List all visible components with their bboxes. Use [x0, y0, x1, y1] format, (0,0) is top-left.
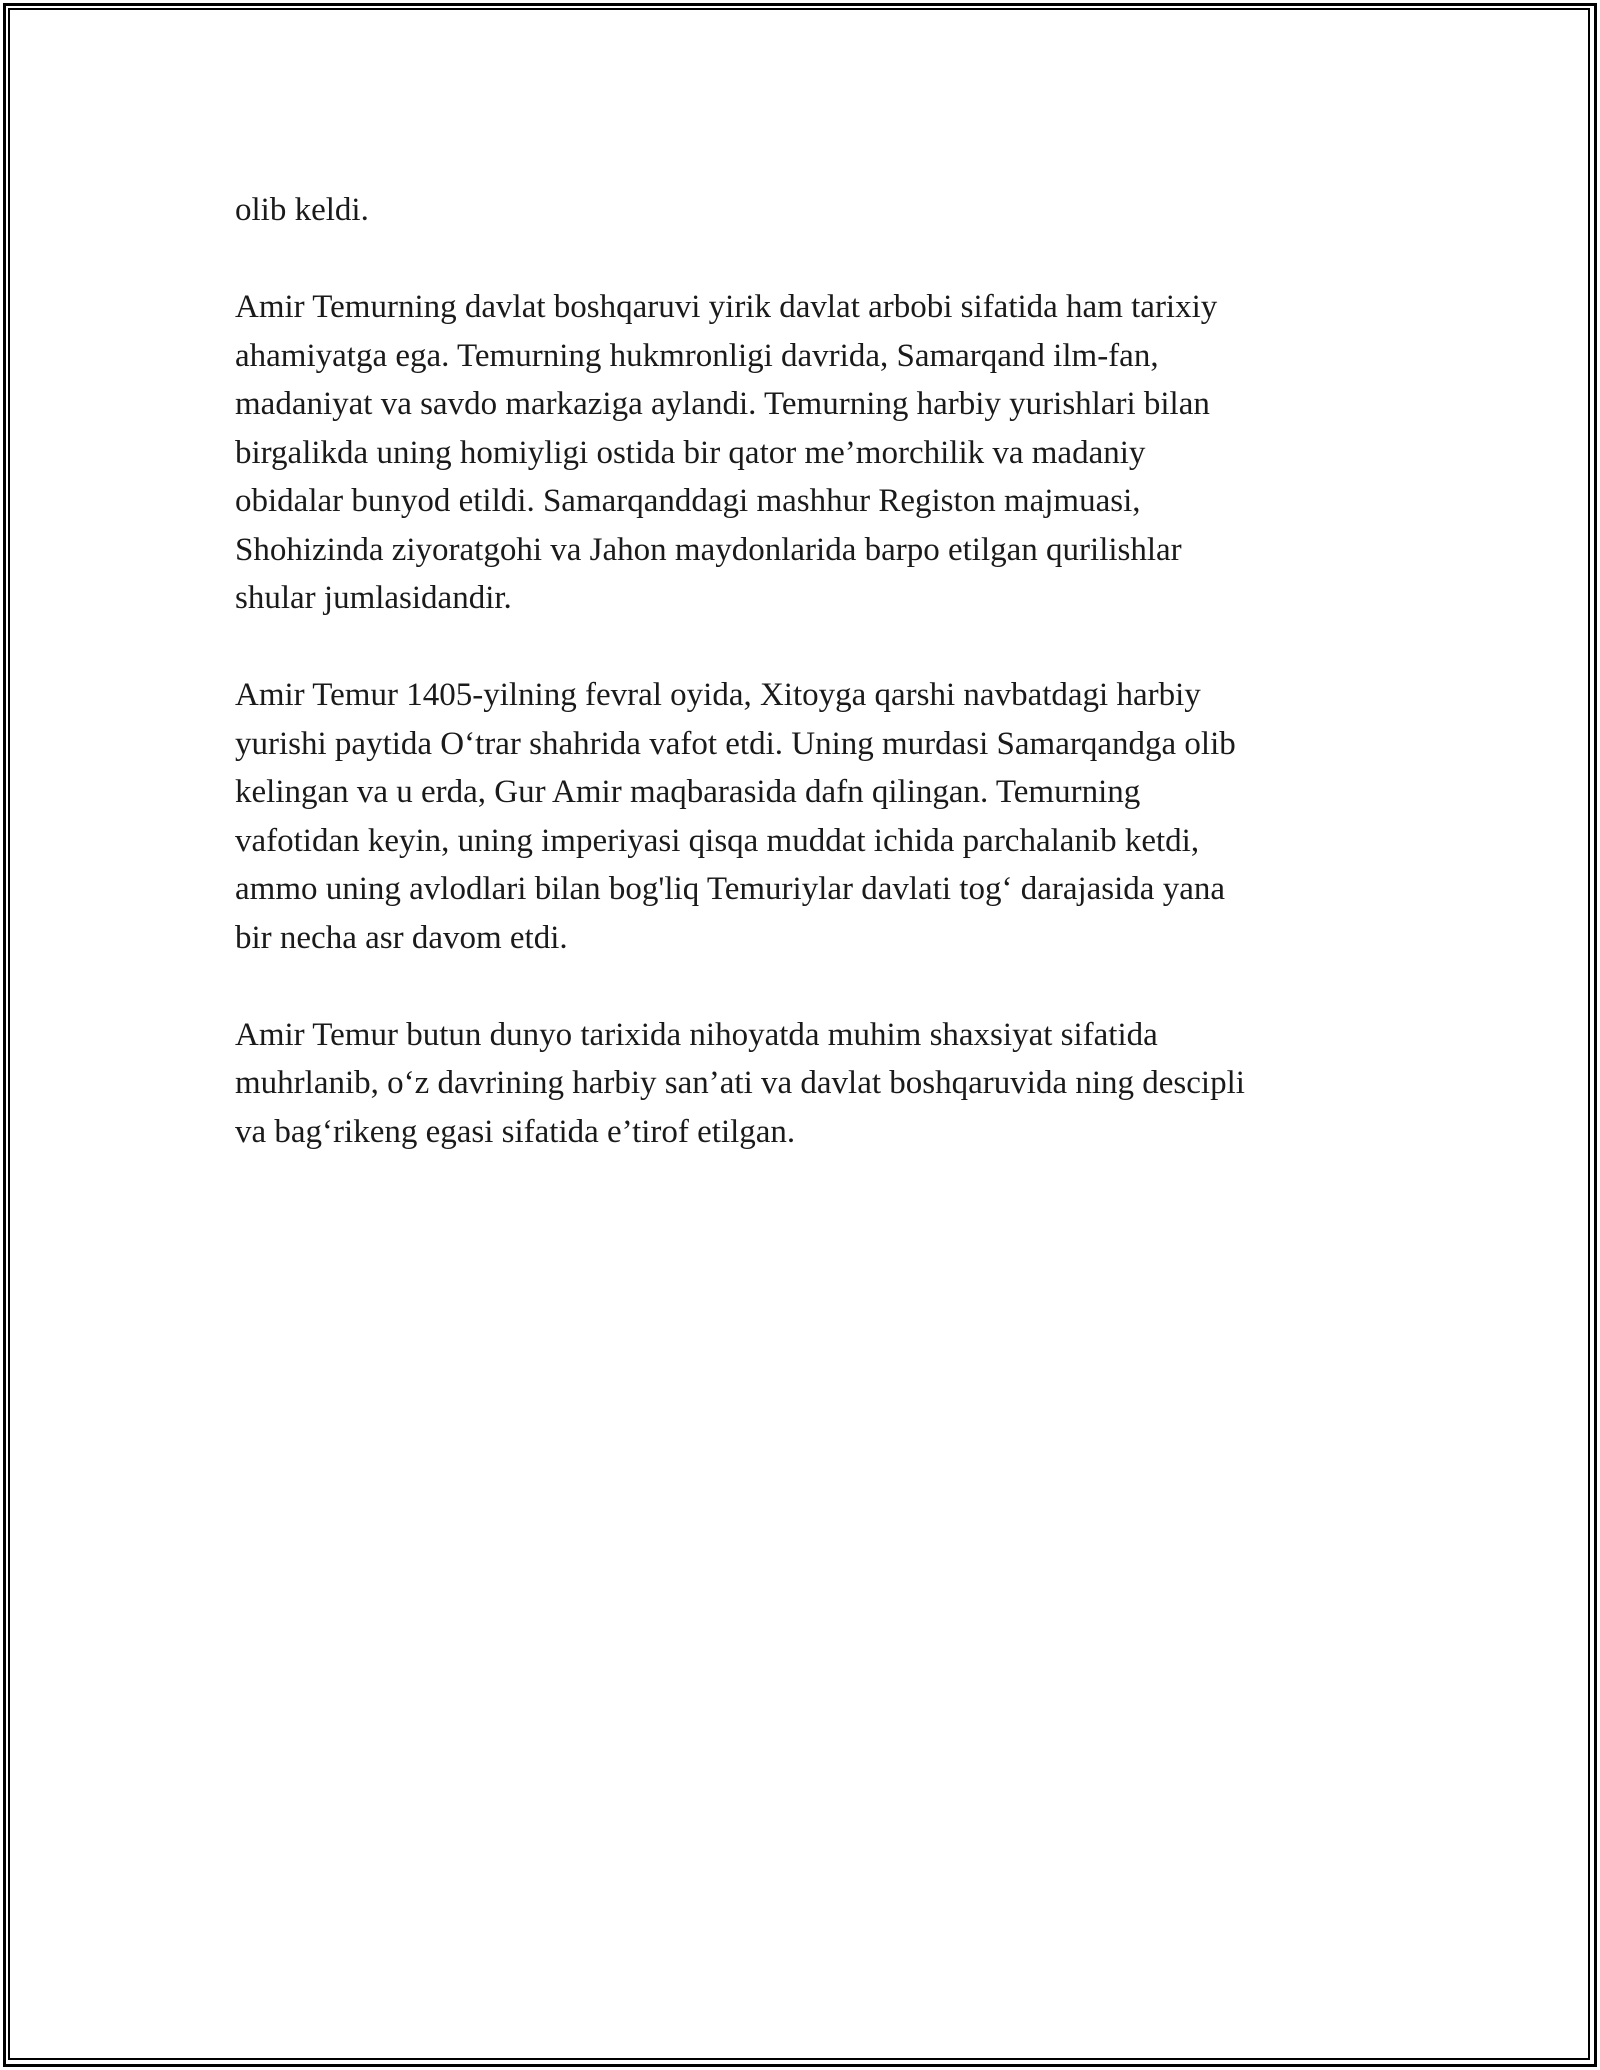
paragraph-legacy: Amir Temur butun dunyo tarixida nihoyatda muhim shaxsiyat sifatida muhrlanib, o‘z davrining harbiy san’ati va davlat boshqaruvida ning descipli va bag‘rikeng egasi sifatida e’tirof etilgan. [235, 1016, 1245, 1150]
paragraph-continuation: olib keldi. [235, 192, 369, 228]
paragraph-death: Amir Temur 1405-yilning fevral oyida, Xitoyga qarshi navbatdagi harbiy yurishi paytida O‘trar shahrida vafot etdi. Uning murdasi Samarqandga olib kelingan va u erda, Gur Amir maqbarasida dafn qilingan. Temurning vafotidan keyin, uning imperiyasi qisqa muddat ichida parchalanib ketdi, ammo uning avlodlari bilan bog'liq Temuriylar davlati tog‘ darajasida yana bir necha asr davom etdi. [235, 677, 1236, 956]
document-body [235, 186, 1365, 1205]
paragraph-governance: Amir Temurning davlat boshqaruvi yirik davlat arbobi sifatida ham tarixiy ahamiyatga ega. Temurning hukmronligi davrida, Samarqand ilm-fan, madaniyat va savdo markaziga aylandi. Temurning harbiy yurishlari bilan birgalikda uning homiyligi ostida bir qator me’morchilik va madaniy obidalar bunyod etildi. Samarqanddagi mashhur Registon majmuasi, Shohizinda ziyoratgohi va Jahon maydonlarida barpo etilgan qurilishlar shular jumlasidandir. [235, 289, 1218, 616]
